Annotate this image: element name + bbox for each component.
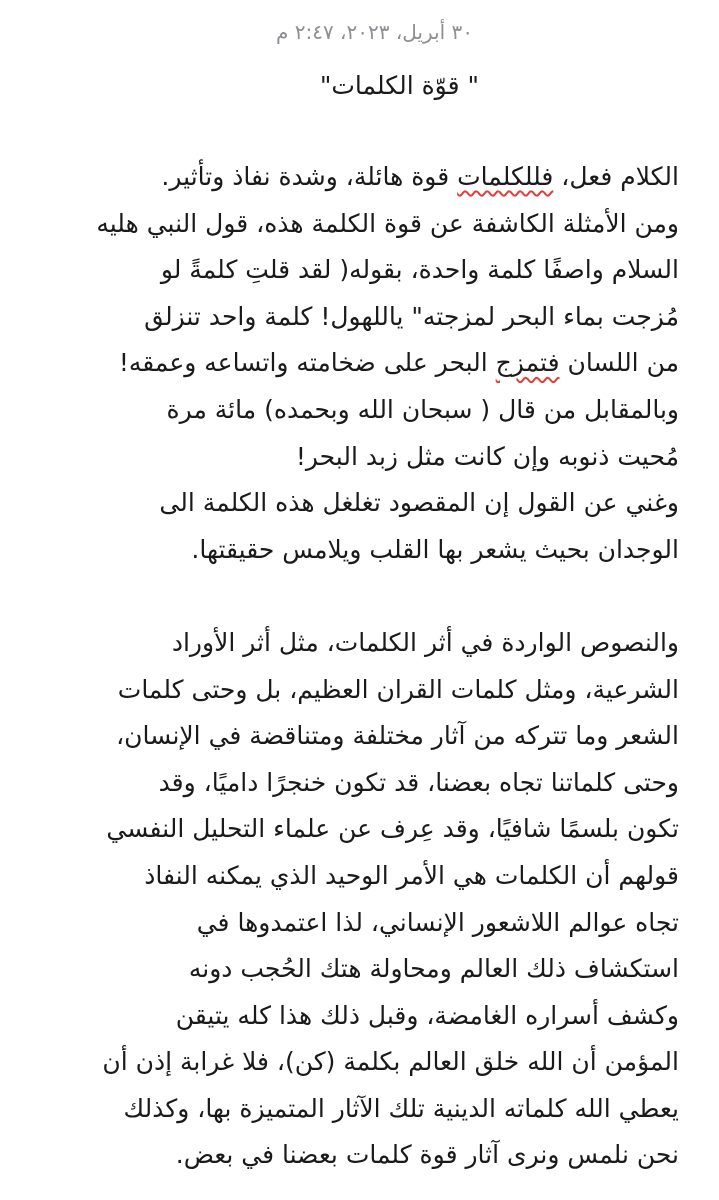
- text-line: يعطي الله كلماته الدينية تلك الآثار المتميزة بها، وكذلك: [123, 1093, 679, 1123]
- text-line: [40, 340, 679, 387]
- text-line: مُزجت بماء البحر لمزجته" ياللهول! كلمة واحد تنزلق: [144, 301, 679, 331]
- text-line: المؤمن أن الله خلق العالم بكلمة (كن)، فلا غرابة إذن أن: [102, 1047, 679, 1077]
- text-line: نحن نلمس ونرى آثار قوة كلمات بعضنا في بعض.: [175, 1140, 679, 1170]
- text-run: قوة هائلة، وشدة نفاذ وتأثير.: [161, 162, 458, 191]
- misspelled-word[interactable]: فللكلمات: [457, 162, 554, 191]
- text-line: وبالمقابل من قال ( سبحان الله وبحمده) مائة مرة: [166, 394, 679, 424]
- text-line: السلام واصفًا كلمة واحدة، بقوله( لقد قلتِ كلمةً لو: [160, 255, 679, 285]
- text-line: وغني عن القول إن المقصود تغلغل هذه الكلمة الى: [159, 488, 679, 518]
- paragraph-2: [40, 620, 679, 1179]
- text-run: البحر على ضخامته واتساعه وعمقه!: [118, 348, 496, 378]
- text-line: [40, 154, 679, 201]
- text-line: قولهم أن الكلمات هي الأمر الوحيد الذي يمكنه النفاذ: [144, 860, 679, 890]
- text-line: وحتى كلماتنا تجاه بعضنا، قد تكون خنجرًا داميًا، وقد: [158, 767, 679, 797]
- text-line: الشرعية، ومثل كلمات القران العظيم، بل وحتى كلمات: [117, 674, 679, 704]
- paragraph-spacer: [40, 573, 679, 620]
- note-title[interactable]: " قوّة الكلمات": [319, 71, 479, 100]
- text-line: تجاه عوالم اللاشعور الإنساني، لذا اعتمدوها في: [196, 907, 679, 937]
- text-run: من اللسان: [559, 348, 679, 378]
- misspelled-word[interactable]: فتمزج: [495, 348, 560, 378]
- text-line: والنصوص الواردة في أثر الكلمات، مثل أثر الأوراد: [171, 627, 679, 657]
- text-run: الكلام فعل،: [553, 162, 679, 191]
- text-line: مُحيت ذنوبه وإن كانت مثل زبد البحر!: [295, 441, 679, 471]
- text-line: استكشاف ذلك العالم ومحاولة هتك الحُجب دونه: [188, 954, 679, 984]
- text-line: وكشف أسراره الغامضة، وقبل ذلك هذا كله يتيقن: [175, 1000, 679, 1030]
- text-line: ومن الأمثلة الكاشفة عن قوة الكلمة هذه، قول النبي هليه: [96, 208, 679, 238]
- paragraph-1: [40, 154, 679, 573]
- note-body[interactable]: [40, 154, 679, 1179]
- note-timestamp: ٣٠ أبريل، ٢٠٢٣، ٢:٤٧ م: [275, 20, 473, 44]
- text-line: الوجدان بحيث يشعر بها القلب ويلامس حقيقتها.: [191, 534, 679, 564]
- text-line: تكون بلسمًا شافيًا، وقد عِرف عن علماء التحليل النفسي: [106, 814, 679, 844]
- text-line: الشعر وما تتركه من آثار مختلفة ومتناقضة في الإنسان،: [116, 721, 679, 751]
